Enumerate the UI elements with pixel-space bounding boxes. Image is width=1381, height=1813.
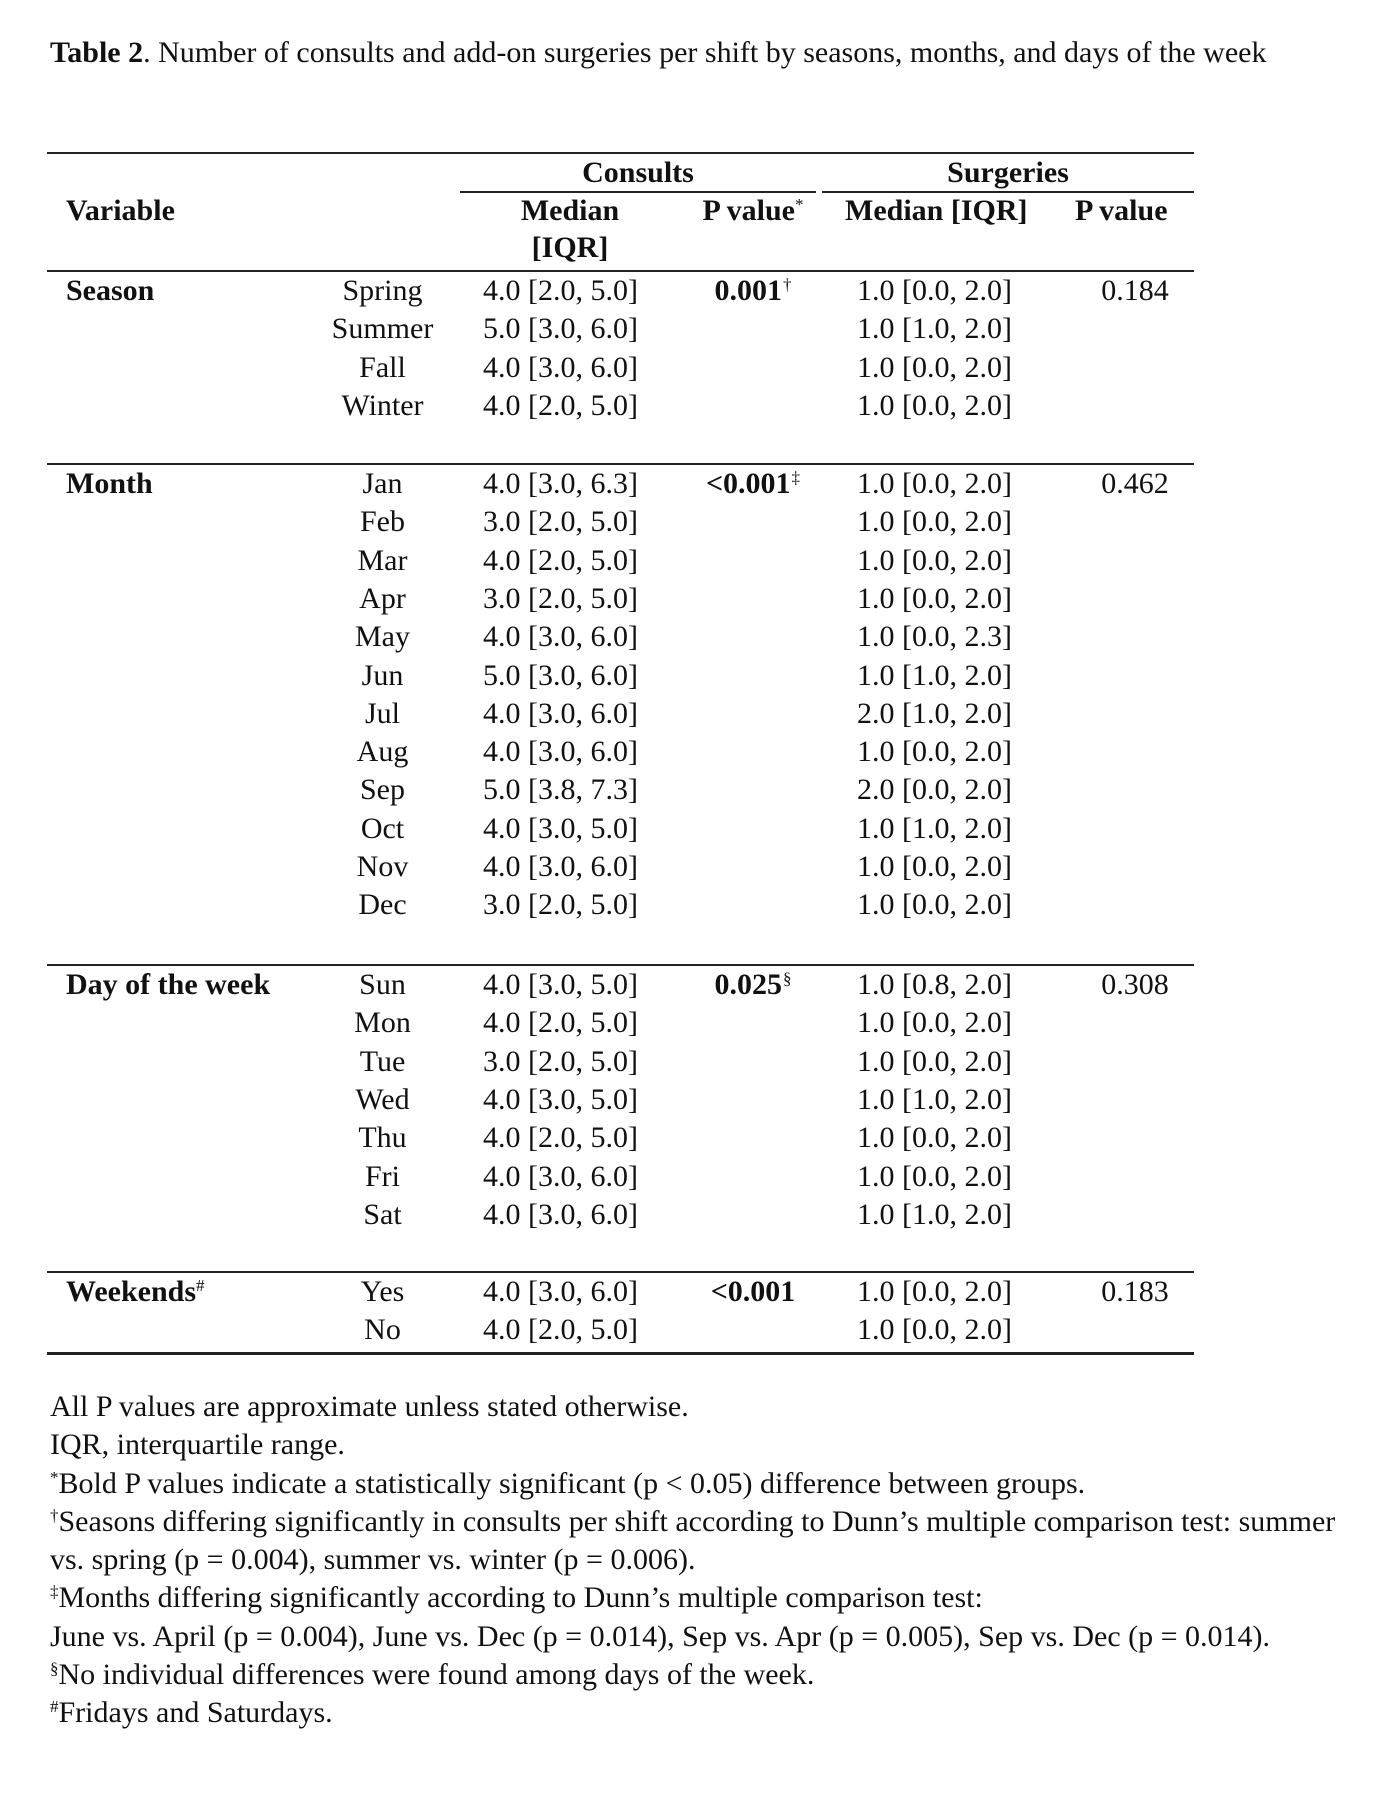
group-separator-rule — [47, 964, 1194, 966]
row-level-label: Sep — [360, 773, 405, 807]
surgeries-median-iqr: 1.0 [0.0, 2.0] — [857, 350, 1012, 384]
surgeries-median-iqr: 1.0 [0.0, 2.0] — [857, 1121, 1012, 1155]
footnote — [50, 1618, 1350, 1656]
row-level-label: Fri — [364, 1159, 400, 1193]
surgeries-median-iqr: 1.0 [0.0, 2.0] — [857, 274, 1012, 307]
surgeries-header: Surgeries — [947, 156, 1069, 189]
consults-median-iqr: 4.0 [3.0, 6.3] — [483, 467, 638, 500]
row-level-label: Oct — [360, 811, 405, 845]
p-value-text: <0.001 — [705, 467, 791, 500]
footnote-text: Bold P values indicate a statistically significant (p < 0.05) difference between groups. — [58, 1466, 1086, 1500]
table-notes — [50, 1388, 1350, 1733]
p-value-label: P value — [702, 194, 795, 227]
surgeries-median-iqr: 1.0 [0.0, 2.0] — [857, 543, 1012, 577]
consults-header: Consults — [582, 156, 694, 189]
row-level-label: Wed — [355, 1082, 410, 1116]
consults-p-value — [690, 465, 816, 503]
table-bottom-rule — [47, 1352, 1194, 1355]
footnote-text: No individual differences were found among days of the week. — [58, 1658, 815, 1692]
consults-median-iqr: 5.0 [3.0, 6.0] — [483, 312, 638, 346]
footnote — [50, 1694, 1350, 1732]
row-level-label: Mon — [354, 1006, 411, 1040]
p-value-text: <0.001 — [710, 1275, 796, 1308]
row-level-label: Nov — [356, 850, 409, 883]
row-level-label: Dec — [358, 888, 407, 922]
surgeries-median-iqr: 1.0 [0.0, 2.0] — [857, 850, 1012, 883]
footnote-mark: § — [50, 1659, 59, 1679]
median-label: Median — [520, 194, 620, 227]
p-value-footnote-mark: * — [795, 195, 804, 214]
row-level-label: Summer — [331, 312, 434, 346]
surgeries-p-value: 0.183 — [1101, 1275, 1169, 1308]
row-level-label: Yes — [360, 1275, 405, 1308]
surgeries-median-iqr: 1.0 [1.0, 2.0] — [857, 312, 1012, 346]
footnote — [50, 1503, 1350, 1580]
surgeries-median-iqr: 1.0 [1.0, 2.0] — [857, 1082, 1012, 1116]
row-level-label: May — [355, 620, 410, 654]
row-level-label: Aug — [356, 735, 409, 769]
group-name: Season — [66, 274, 155, 307]
consults-median-iqr: 5.0 [3.8, 7.3] — [483, 773, 638, 807]
p-value-footnote-mark: † — [783, 275, 792, 294]
footnote-mark: # — [50, 1697, 59, 1717]
consults-median-iqr: 4.0 [3.0, 6.0] — [483, 696, 638, 730]
table-caption — [50, 34, 1340, 72]
surgeries-median-iqr: 1.0 [0.0, 2.0] — [857, 1159, 1012, 1193]
consults-median-iqr: 4.0 [3.0, 6.0] — [483, 350, 638, 384]
consults-p-value-header — [690, 192, 816, 230]
row-level-label: Thu — [358, 1121, 407, 1155]
group-label — [66, 272, 154, 310]
group-separator-rule — [47, 463, 1194, 465]
iqr-label: [IQR] — [531, 231, 609, 264]
consults-median-iqr: 3.0 [2.0, 5.0] — [483, 888, 638, 922]
surgeries-median-iqr: 1.0 [0.0, 2.0] — [857, 581, 1012, 615]
surgeries-p-value: 0.462 — [1101, 467, 1169, 500]
consults-median-iqr: 3.0 [2.0, 5.0] — [483, 1044, 638, 1078]
footnote-mark: † — [50, 1505, 59, 1525]
footnote-text: Seasons differing significantly in consults per shift according to Dunn’s multiple comparison test: summer vs. spring (p = 0.004), summer vs. winter (p = 0.006). — [50, 1504, 1336, 1577]
surgeries-p-value: 0.308 — [1101, 968, 1169, 1001]
footnote-mark: ‡ — [50, 1582, 59, 1602]
consults-p-value — [690, 1273, 816, 1311]
table-label: Table 2 — [50, 36, 144, 69]
p-value-text: 0.025 — [714, 968, 782, 1001]
surgeries-median-iqr: 1.0 [0.0, 2.0] — [857, 888, 1012, 922]
surgeries-median-iqr: 1.0 [1.0, 2.0] — [857, 658, 1012, 692]
row-level-label: Jun — [361, 658, 404, 692]
surgeries-median-iqr: 2.0 [0.0, 2.0] — [857, 773, 1012, 807]
consults-median-iqr: 4.0 [3.0, 5.0] — [483, 968, 638, 1001]
surgeries-median-iqr: 1.0 [0.0, 2.0] — [857, 1313, 1012, 1347]
surgeries-median-iqr: 2.0 [1.0, 2.0] — [857, 696, 1012, 730]
consults-median-iqr: 4.0 [3.0, 6.0] — [483, 850, 638, 883]
consults-median-header — [470, 192, 670, 266]
group-label — [66, 966, 270, 1004]
consults-median-iqr: 4.0 [3.0, 6.0] — [483, 1197, 638, 1231]
p-value-footnote-mark: ‡ — [791, 468, 801, 487]
row-level-label: Mar — [357, 543, 408, 577]
footnote — [50, 1465, 1350, 1503]
surgeries-median-iqr: 1.0 [1.0, 2.0] — [857, 1197, 1012, 1231]
group-label — [66, 1273, 205, 1311]
consults-median-iqr: 4.0 [3.0, 6.0] — [483, 735, 638, 769]
footnote — [50, 1579, 1350, 1617]
consults-p-value — [690, 272, 816, 310]
variable-header: Variable — [66, 194, 175, 227]
footnote — [50, 1388, 1350, 1426]
surgeries-median-iqr: 1.0 [0.0, 2.0] — [857, 467, 1012, 500]
surgeries-p-value-header: P value — [1075, 194, 1168, 227]
surgeries-p-value: 0.184 — [1101, 274, 1169, 307]
consults-median-iqr: 4.0 [3.0, 6.0] — [483, 620, 638, 654]
group-footnote-mark: # — [196, 1276, 205, 1295]
surgeries-median-iqr: 1.0 [0.0, 2.0] — [857, 388, 1012, 422]
row-level-label: Apr — [359, 581, 406, 615]
consults-median-iqr: 4.0 [2.0, 5.0] — [483, 1121, 638, 1155]
consults-median-iqr: 3.0 [2.0, 5.0] — [483, 581, 638, 615]
group-name: Month — [66, 467, 153, 500]
surgeries-median-iqr: 1.0 [0.0, 2.0] — [857, 1044, 1012, 1078]
footnote-text: IQR, interquartile range. — [50, 1428, 345, 1462]
consults-median-iqr: 4.0 [2.0, 5.0] — [483, 1006, 638, 1040]
row-level-label: Winter — [341, 388, 424, 422]
row-level-label: No — [364, 1313, 401, 1347]
group-label — [66, 465, 153, 503]
consults-median-iqr: 4.0 [2.0, 5.0] — [483, 543, 638, 577]
footnote-text: All P values are approximate unless stated otherwise. — [50, 1390, 689, 1423]
group-name: Day of the week — [66, 968, 271, 1001]
row-level-label: Fall — [359, 350, 406, 384]
row-level-label: Feb — [360, 505, 405, 539]
p-value-text: 0.001 — [714, 274, 782, 307]
surgeries-median-iqr: 1.0 [0.0, 2.0] — [857, 505, 1012, 539]
consults-median-iqr: 4.0 [2.0, 5.0] — [483, 274, 638, 307]
caption-text: . Number of consults and add-on surgeries per shift by seasons, months, and days of the week — [143, 36, 1267, 69]
footnote-text: June vs. April (p = 0.004), June vs. Dec (p = 0.014), Sep vs. Apr (p = 0.005), Sep vs. Dec (p = 0.014). — [50, 1619, 1271, 1653]
surgeries-median-iqr: 1.0 [0.0, 2.0] — [857, 1275, 1012, 1308]
group-name: Weekends — [66, 1275, 197, 1308]
consults-median-iqr: 4.0 [2.0, 5.0] — [483, 1313, 638, 1347]
surgeries-median-iqr: 1.0 [0.0, 2.0] — [857, 735, 1012, 769]
surgeries-median-iqr: 1.0 [0.8, 2.0] — [857, 968, 1012, 1001]
row-level-label: Sun — [359, 968, 406, 1001]
consults-p-value — [690, 966, 816, 1004]
consults-median-iqr: 4.0 [2.0, 5.0] — [483, 388, 638, 422]
consults-median-iqr: 4.0 [3.0, 6.0] — [483, 1275, 638, 1308]
surgeries-median-iqr: 1.0 [1.0, 2.0] — [857, 811, 1012, 845]
consults-median-iqr: 5.0 [3.0, 6.0] — [483, 658, 638, 692]
consults-median-iqr: 3.0 [2.0, 5.0] — [483, 505, 638, 539]
row-level-label: Sat — [363, 1197, 402, 1231]
footnote — [50, 1426, 1350, 1464]
surgeries-median-iqr: 1.0 [0.0, 2.0] — [857, 1006, 1012, 1040]
surgeries-median-header: Median [IQR] — [845, 194, 1028, 227]
footnote — [50, 1656, 1350, 1694]
group-separator-rule — [47, 1271, 1194, 1273]
consults-median-iqr: 4.0 [3.0, 6.0] — [483, 1159, 638, 1193]
row-level-label: Tue — [359, 1044, 406, 1078]
surgeries-median-iqr: 1.0 [0.0, 2.3] — [857, 620, 1012, 654]
footnote-text: Months differing significantly according to Dunn’s multiple comparison test: — [58, 1581, 983, 1615]
row-level-label: Jan — [362, 467, 403, 500]
consults-median-iqr: 4.0 [3.0, 5.0] — [483, 811, 638, 845]
footnote-mark: * — [50, 1467, 59, 1487]
consults-median-iqr: 4.0 [3.0, 5.0] — [483, 1082, 638, 1116]
p-value-footnote-mark: § — [783, 969, 792, 988]
footnote-text: Fridays and Saturdays. — [58, 1696, 333, 1730]
row-level-label: Spring — [342, 274, 423, 307]
row-level-label: Jul — [364, 696, 400, 730]
